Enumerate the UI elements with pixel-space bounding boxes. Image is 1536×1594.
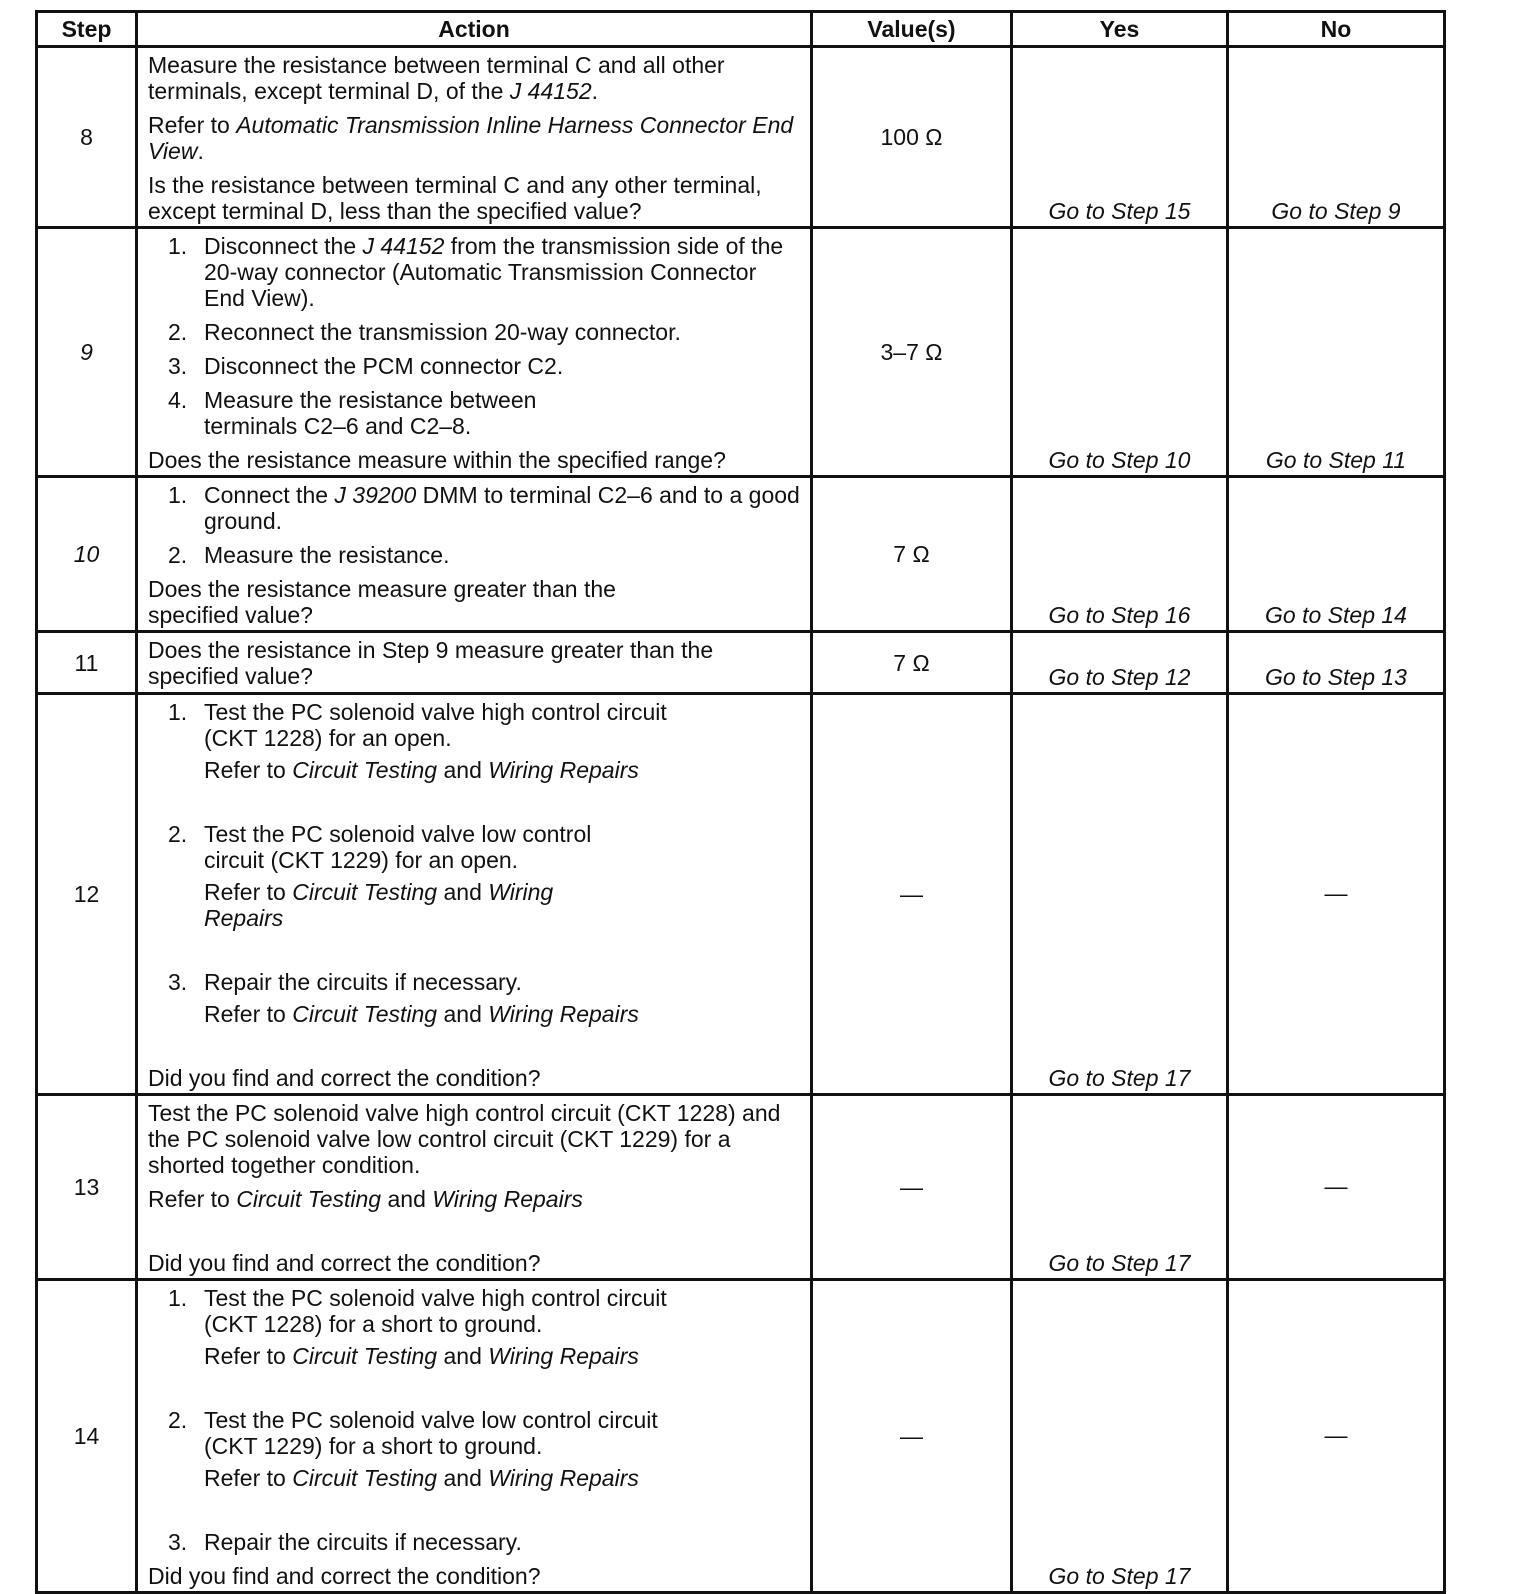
text: and	[437, 1001, 489, 1027]
text: DMM to terminal C2–6 and to a good ground.	[204, 482, 800, 534]
table-row	[37, 1095, 1445, 1280]
table-row	[37, 228, 1445, 477]
value-cell: —	[812, 1095, 1012, 1280]
list-item	[148, 1529, 800, 1555]
item-number: 2.	[168, 1407, 188, 1433]
yes-link[interactable]: Go to Step 10	[1012, 228, 1228, 477]
doc-reference: Wiring Repairs	[432, 1186, 583, 1212]
table-row	[37, 47, 1445, 228]
text: and	[437, 757, 489, 783]
item-number: 2.	[168, 821, 188, 847]
text: Measure the resistance between terminal C and all other terminals, except terminal D, of the	[148, 52, 725, 104]
text: Refer to	[148, 1186, 237, 1212]
text: and	[437, 879, 489, 905]
text: Repair the circuits if necessary.	[204, 1529, 522, 1555]
doc-reference: Automatic Transmission Inline Harness Connector End View	[148, 112, 794, 164]
action-cell	[137, 47, 812, 228]
text: Refer to	[148, 112, 237, 138]
text: from the transmission side of the 20-way connector (Automatic Transmission Connector End View).	[204, 233, 784, 311]
text: Refer to	[204, 1465, 293, 1491]
header-action: Action	[137, 12, 812, 47]
table-row	[37, 632, 1445, 694]
list-item	[148, 821, 800, 931]
refer-text	[204, 1001, 800, 1027]
question-text: Is the resistance between terminal C and any other terminal, except terminal D, less than the specified value?	[148, 172, 762, 224]
text: Repair the circuits if necessary.	[204, 969, 522, 995]
text: .	[197, 138, 204, 164]
no-link[interactable]: Go to Step 13	[1228, 632, 1445, 694]
list-item	[148, 542, 800, 568]
list-item	[148, 1407, 800, 1491]
doc-reference: Wiring Repairs	[488, 1343, 639, 1369]
tool-ref: J 39200	[334, 482, 417, 508]
item-number: 3.	[168, 353, 188, 379]
text: Test the PC solenoid valve high control circuit (CKT 1228) for an open.	[204, 699, 667, 751]
step-number: 8	[37, 47, 137, 228]
value-cell: 7 Ω	[812, 477, 1012, 632]
value-cell: —	[812, 1280, 1012, 1593]
value-cell: 7 Ω	[812, 632, 1012, 694]
no-value: —	[1228, 694, 1445, 1095]
question-text: Does the resistance measure greater than the specified value?	[148, 576, 616, 628]
text: Refer to	[204, 1001, 293, 1027]
no-link[interactable]: Go to Step 14	[1228, 477, 1445, 632]
step-number: 10	[37, 477, 137, 632]
action-cell	[137, 694, 812, 1095]
action-cell	[137, 1280, 812, 1593]
doc-reference: Circuit Testing	[292, 1465, 438, 1491]
no-value: —	[1228, 1280, 1445, 1593]
yes-link[interactable]: Go to Step 12	[1012, 632, 1228, 694]
diagnostic-table	[35, 10, 1446, 1594]
value-cell: 3–7 Ω	[812, 228, 1012, 477]
text: and	[437, 1343, 489, 1369]
list-item	[148, 353, 800, 379]
item-number: 1.	[168, 699, 188, 725]
refer-text	[148, 1186, 800, 1212]
no-link[interactable]: Go to Step 11	[1228, 228, 1445, 477]
list-item	[148, 482, 800, 534]
refer-text	[148, 112, 800, 164]
doc-reference: Wiring Repairs	[488, 757, 639, 783]
text: Measure the resistance between terminals C2–6 and C2–8.	[204, 387, 537, 439]
list-item	[148, 233, 800, 311]
list-item	[148, 387, 800, 439]
yes-link[interactable]: Go to Step 17	[1012, 1280, 1228, 1593]
item-number: 1.	[168, 482, 188, 508]
text: Refer to	[204, 757, 293, 783]
doc-reference: Circuit Testing	[236, 1186, 382, 1212]
item-number: 1.	[168, 1285, 188, 1311]
text: Refer to	[204, 879, 293, 905]
action-cell	[137, 228, 812, 477]
header-yes: Yes	[1012, 12, 1228, 47]
text: Disconnect the	[204, 233, 363, 259]
text: Measure the resistance.	[204, 542, 450, 568]
value-cell: 100 Ω	[812, 47, 1012, 228]
yes-link[interactable]: Go to Step 17	[1012, 1095, 1228, 1280]
refer-text	[204, 1343, 710, 1369]
doc-reference: Wiring Repairs	[488, 1465, 639, 1491]
action-text: Test the PC solenoid valve high control circuit (CKT 1228) and the PC solenoid valve low control circuit (CKT 1229) for a shorted together condition.	[148, 1100, 781, 1178]
doc-reference: Circuit Testing	[292, 757, 438, 783]
header-values: Value(s)	[812, 12, 1012, 47]
value-cell: —	[812, 694, 1012, 1095]
item-number: 3.	[168, 969, 188, 995]
no-value: —	[1228, 1095, 1445, 1280]
step-number: 14	[37, 1280, 137, 1593]
question-text: Does the resistance measure within the specified range?	[148, 447, 726, 473]
text: .	[591, 78, 599, 104]
step-number: 11	[37, 632, 137, 694]
list-item	[148, 699, 800, 783]
item-number: 2.	[168, 542, 188, 568]
question-text: Did you find and correct the condition?	[148, 1563, 541, 1589]
text: Connect the	[204, 482, 335, 508]
action-cell	[137, 632, 812, 694]
list-item	[148, 1285, 800, 1369]
header-row	[37, 12, 1445, 47]
text: Disconnect the PCM connector C2.	[204, 353, 564, 379]
question-text: Does the resistance in Step 9 measure greater than the specified value?	[148, 637, 714, 689]
text: Test the PC solenoid valve low control circuit (CKT 1229) for a short to ground.	[204, 1407, 658, 1459]
text: Refer to	[204, 1343, 293, 1369]
yes-link[interactable]: Go to Step 15	[1012, 47, 1228, 228]
action-text	[148, 52, 800, 104]
header-step: Step	[37, 12, 137, 47]
list-item	[148, 319, 800, 345]
doc-reference: Wiring Repairs	[488, 1001, 639, 1027]
text: and	[381, 1186, 433, 1212]
item-number: 4.	[168, 387, 188, 413]
tool-ref: J 44152	[509, 78, 592, 104]
action-cell	[137, 1095, 812, 1280]
header-no: No	[1228, 12, 1445, 47]
step-number: 13	[37, 1095, 137, 1280]
refer-text	[204, 879, 630, 931]
refer-text	[204, 1465, 660, 1491]
step-number: 12	[37, 694, 137, 1095]
no-link[interactable]: Go to Step 9	[1228, 47, 1445, 228]
text: Test the PC solenoid valve low control circuit (CKT 1229) for an open.	[204, 821, 592, 873]
item-number: 1.	[168, 233, 188, 259]
question-text: Did you find and correct the condition?	[148, 1065, 541, 1091]
yes-link[interactable]: Go to Step 17	[1012, 694, 1228, 1095]
doc-reference: Wiring Repairs	[204, 879, 554, 931]
text: Reconnect the transmission 20-way connector.	[204, 319, 681, 345]
tool-ref: J 44152	[362, 233, 445, 259]
step-number: 9	[37, 228, 137, 477]
action-cell	[137, 477, 812, 632]
item-number: 3.	[168, 1529, 188, 1555]
text: Test the PC solenoid valve high control circuit (CKT 1228) for a short to ground.	[204, 1285, 667, 1337]
question-text: Did you find and correct the condition?	[148, 1250, 541, 1276]
table-row	[37, 694, 1445, 1095]
doc-reference: Circuit Testing	[292, 1343, 438, 1369]
doc-reference: Circuit Testing	[292, 1001, 438, 1027]
doc-reference: Circuit Testing	[292, 879, 438, 905]
table-row	[37, 477, 1445, 632]
list-item	[148, 969, 800, 1027]
table-row	[37, 1280, 1445, 1593]
text: and	[437, 1465, 489, 1491]
refer-text	[204, 757, 710, 783]
yes-link[interactable]: Go to Step 16	[1012, 477, 1228, 632]
item-number: 2.	[168, 319, 188, 345]
